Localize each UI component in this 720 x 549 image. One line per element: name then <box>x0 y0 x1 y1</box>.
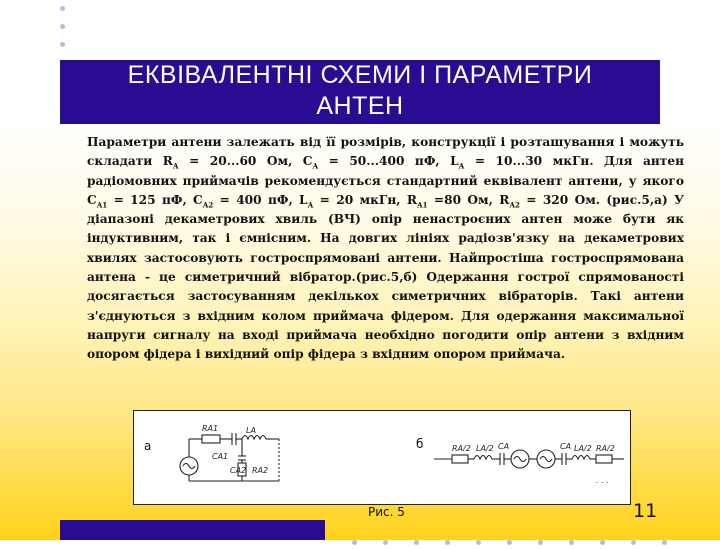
label-la: LA <box>246 426 256 435</box>
subscript: А2 <box>202 200 214 210</box>
paragraph-text: = 20 мкГн, R <box>313 192 417 207</box>
paragraph-text: = 400 пФ, L <box>213 192 308 207</box>
paragraph-text: = 10...30 мкГн. Для антен радіомовних приймачів рекомендується стандартний еквівалент антени, у якого С <box>87 154 684 207</box>
resistor-ra1-icon <box>202 435 220 443</box>
subscript: А <box>172 161 179 171</box>
label-ra2: RA2 <box>252 466 269 475</box>
label-ra-left: RA/2 <box>452 444 471 453</box>
circuit-diagram <box>134 411 630 504</box>
subscript: А <box>312 161 319 171</box>
label-ra-right: RA/2 <box>596 444 615 453</box>
subscript: А2 <box>509 200 520 210</box>
slide-title-line1: ЕКВІВАЛЕНТНІ СХЕМИ І ПАРАМЕТРИ <box>127 61 593 89</box>
label-ca2: CA2 <box>230 466 247 475</box>
label-ca-right: CA <box>560 442 572 451</box>
label-dots: . . . <box>596 476 609 485</box>
subscript: А <box>458 161 465 171</box>
figure-label-a: а <box>144 439 152 453</box>
subscript: А1 <box>416 200 428 210</box>
inductor-la-icon <box>242 436 266 440</box>
paragraph-text: Параметри антени залежать від її розмірів, конструкції і розташування і можуть складати R <box>87 135 684 169</box>
label-la-left: LA/2 <box>476 444 494 453</box>
label-ca1: CA1 <box>212 452 229 461</box>
label-la-right: LA/2 <box>574 444 592 453</box>
paragraph-text: = 50...400 пФ, L <box>318 154 459 169</box>
inductor-la-right-icon <box>572 456 590 460</box>
paragraph-text: =80 Ом, R <box>427 192 510 207</box>
page-number: 11 <box>633 500 658 522</box>
subscript: А1 <box>96 200 108 210</box>
slide-title-line2: АНТЕН <box>316 92 404 120</box>
label-ca-left: CA <box>498 442 510 451</box>
paragraph-text: = 20...60 Ом, С <box>178 154 313 169</box>
figure-label-b: б <box>416 437 424 451</box>
label-ra1: RA1 <box>202 424 219 433</box>
bottom-bar <box>60 520 325 540</box>
resistor-ra-left-icon <box>452 455 468 463</box>
figure-5 <box>133 410 631 505</box>
inductor-la-left-icon <box>474 456 492 460</box>
resistor-ra-right-icon <box>596 455 612 463</box>
paragraph-text: = 125 пФ, С <box>107 192 203 207</box>
body-paragraph <box>87 133 684 365</box>
slide-title <box>60 60 660 124</box>
subscript: А <box>307 200 314 210</box>
paragraph-text: = 320 Ом. (рис.5,а) У діапазоні декаметрових хвиль (ВЧ) опір ненастроєних антен може бути як індуктивним, так і ємнісним. На довгих лініях радіозв'язку на декаметрових хвилях застосовують гостроспрямовані антени. Найпростіша гостроспрямована антена - це симетричний вібратор.(рис.5,б) Одержання гострої спрямованості досягається застосуванням декількох симетричних вібраторів. Такі антени з'єднуються з вхідним колом приймача фідером. Для одержання максимальної напруги сигналу на вході приймача необхідно погодити опір антени з вхідним опором фідера і вихідний опір фідера з вхідним опором приймача. <box>87 192 684 362</box>
figure-caption: Рис. 5 <box>368 505 405 519</box>
